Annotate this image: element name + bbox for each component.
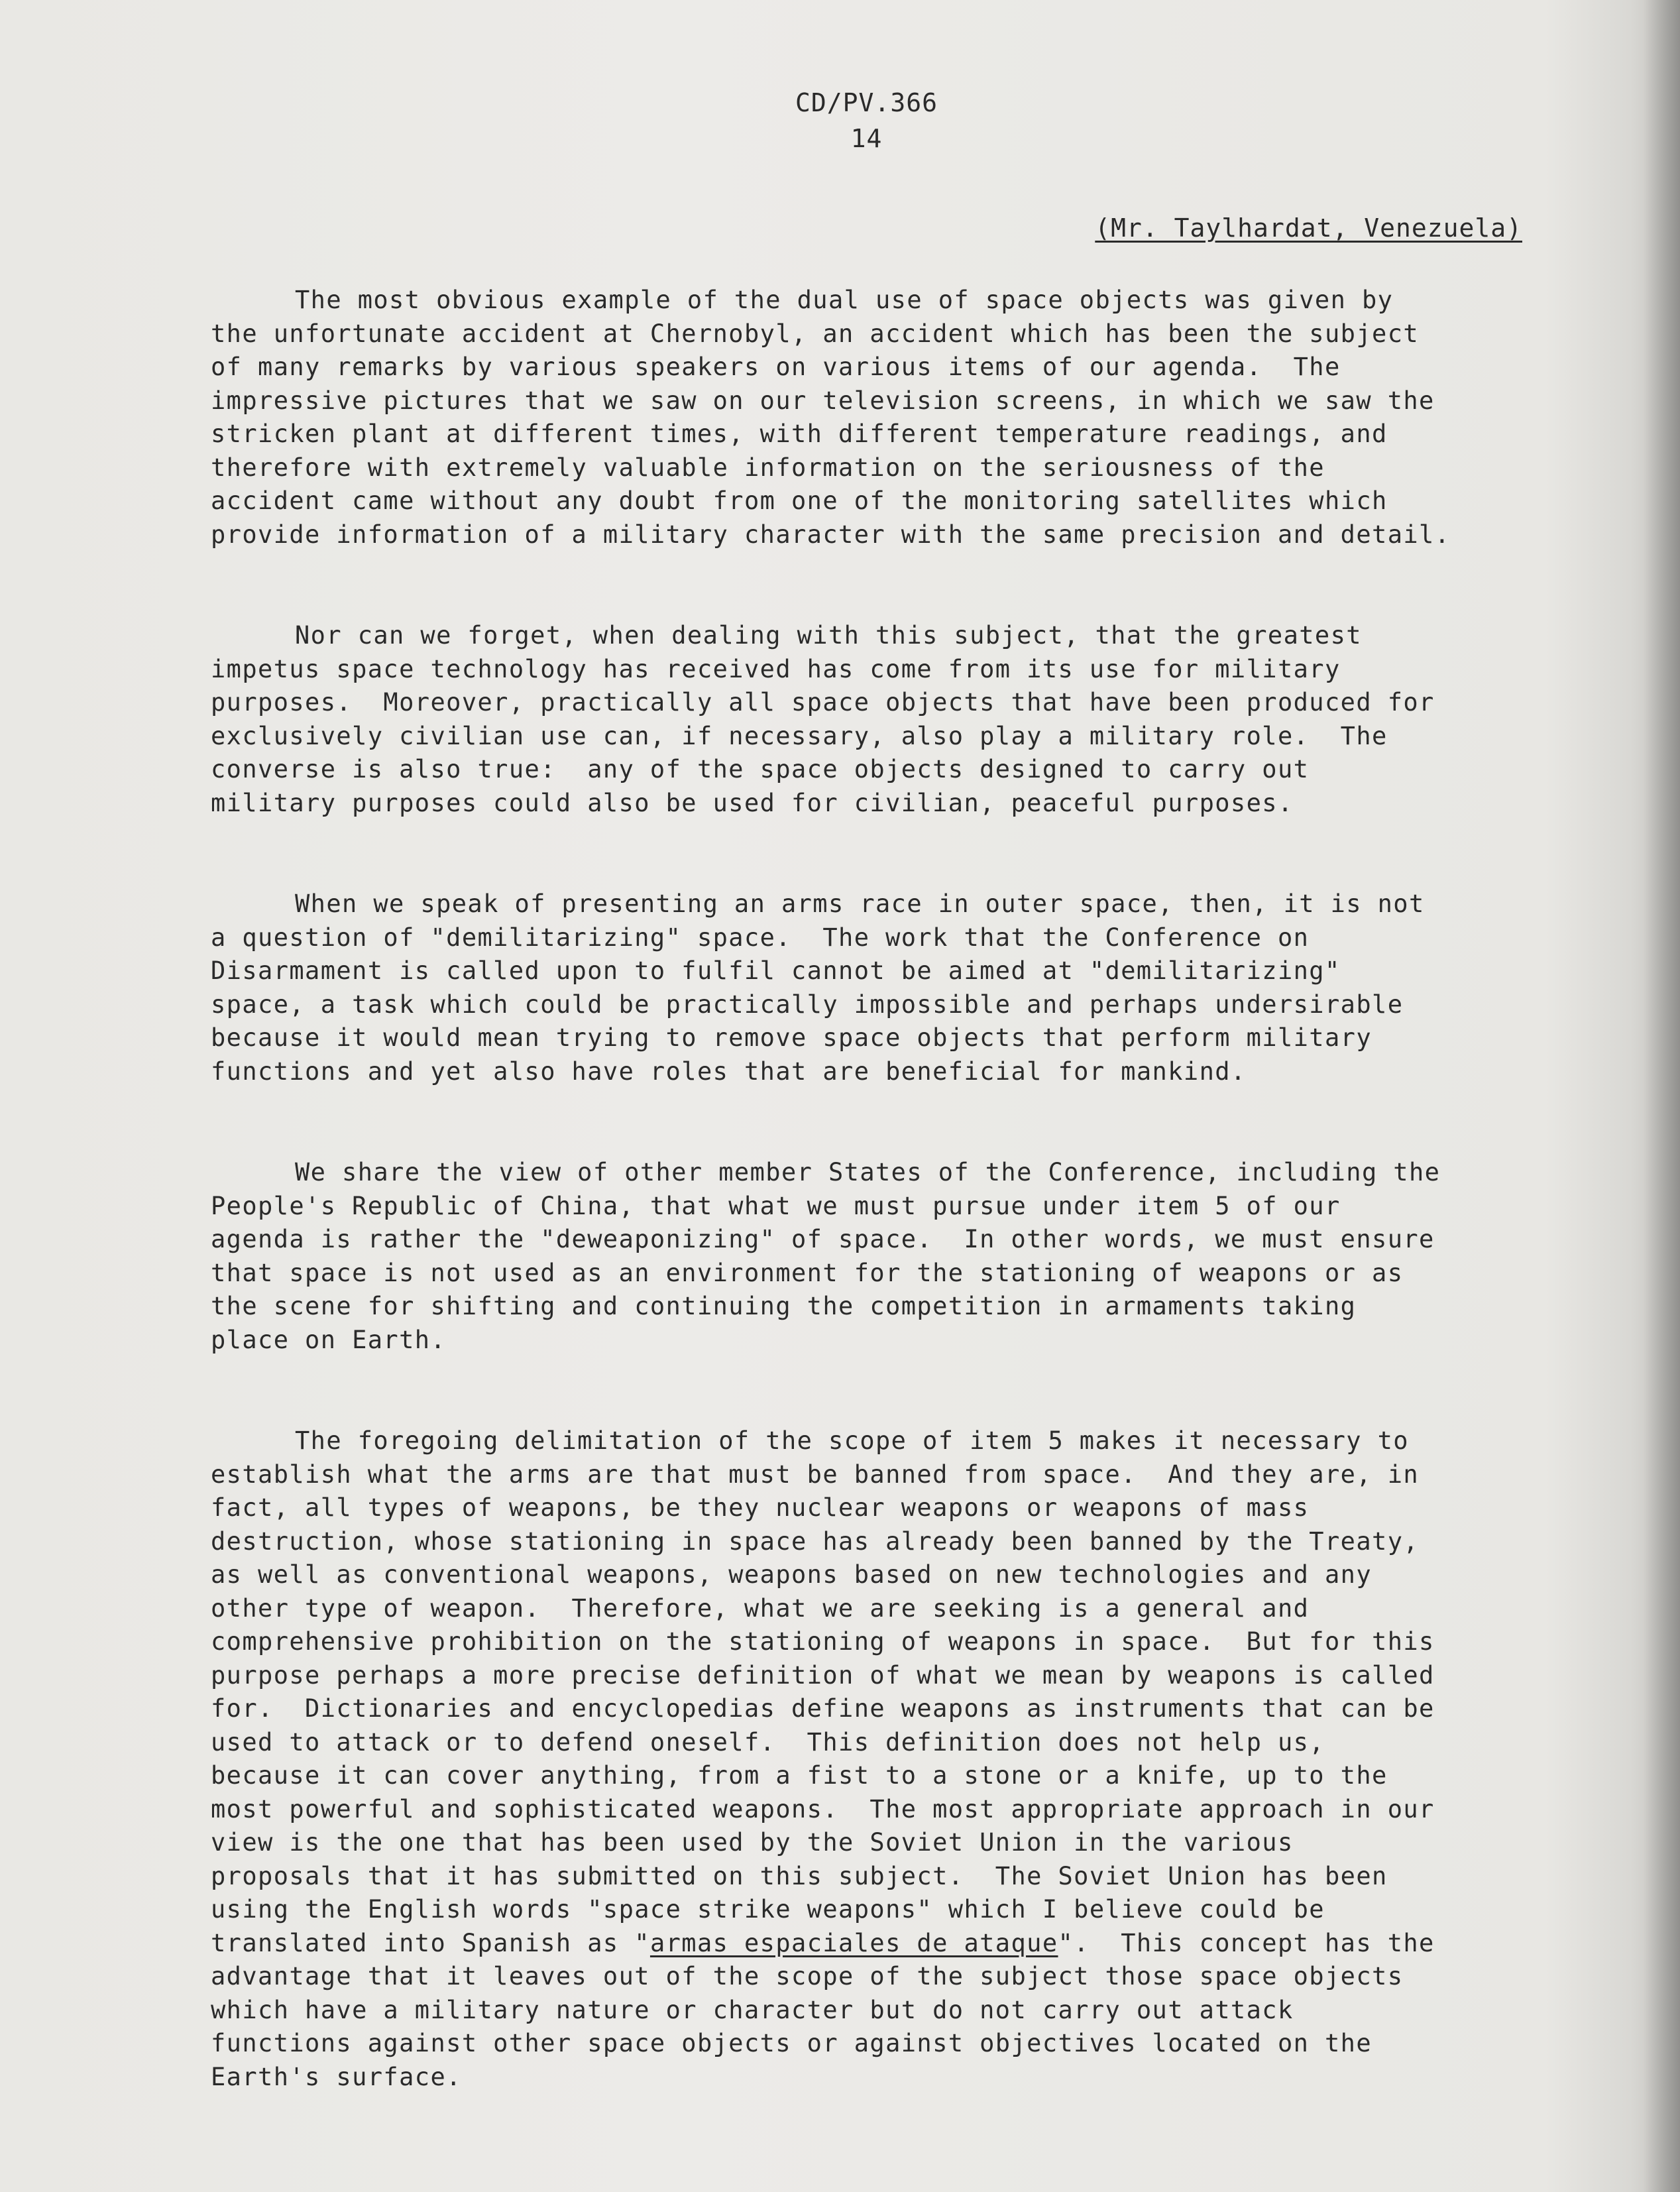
text-line: stricken plant at different times, with different temperature readings, and: [211, 420, 1388, 448]
text-line: exclusively civilian use can, if necessary, also play a military role. The: [211, 721, 1388, 750]
document-body: [211, 284, 1549, 2162]
speaker-attribution: (Mr. Taylhardat, Venezuela): [1095, 213, 1522, 243]
text-line: functions against other space objects or against objectives located on the: [211, 2029, 1372, 2057]
text-line: When we speak of presenting an arms race in outer space, then, it is not: [295, 890, 1425, 918]
text-line: place on Earth.: [211, 1325, 447, 1354]
text-line: Earth's surface.: [211, 2062, 462, 2091]
text-line: as well as conventional weapons, weapons based on new technologies and any: [211, 1560, 1372, 1589]
text-line: advantage that it leaves out of the scope of the subject those space objects: [211, 1962, 1404, 1990]
page-edge-shadow: [1644, 0, 1680, 2192]
text-line: purposes. Moreover, practically all space objects that have been produced for: [211, 688, 1435, 717]
text-line: used to attack or to defend oneself. This definition does not help us,: [211, 1727, 1325, 1757]
paragraph-chernobyl: [211, 284, 1549, 551]
text-line-with-spanish-term: [211, 1927, 1549, 1961]
text-line: converse is also true: any of the space objects designed to carry out: [211, 755, 1310, 783]
text-line: that space is not used as an environment for the stationing of weapons or as: [211, 1258, 1404, 1287]
text-line: impetus space technology has received has come from its use for military: [211, 654, 1341, 683]
paragraph-space-technology: [211, 619, 1549, 820]
text-fragment: ". This concept has the: [1058, 1928, 1435, 1957]
text-line: accident came without any doubt from one of the monitoring satellites which: [211, 487, 1388, 515]
text-line: provide information of a military character with the same precision and detail.: [211, 520, 1451, 549]
text-line: because it can cover anything, from a fist to a stone or a knife, up to the: [211, 1761, 1388, 1790]
document-header: [0, 85, 1680, 156]
text-line: proposals that it has submitted on this subject. The Soviet Union has been: [211, 1861, 1388, 1890]
text-line: for. Dictionaries and encyclopedias define weapons as instruments that can be: [211, 1694, 1435, 1723]
paragraph-weapons-definition: [211, 1424, 1549, 2094]
text-line: comprehensive prohibition on the stationing of weapons in space. But for this: [211, 1627, 1435, 1656]
text-line: of many remarks by various speakers on various items of our agenda. The: [211, 353, 1341, 381]
text-line: purpose perhaps a more precise definition of what we mean by weapons is called: [211, 1660, 1435, 1690]
text-line: impressive pictures that we saw on our television screens, in which we saw the: [211, 386, 1435, 415]
text-line: functions and yet also have roles that are beneficial for mankind.: [211, 1057, 1247, 1086]
spanish-term-underlined: armas espaciales de ataque: [649, 1928, 1058, 1957]
text-line: because it would mean trying to remove space objects that perform military: [211, 1023, 1372, 1052]
text-line: Disarmament is called upon to fulfil cannot be aimed at "demilitarizing": [211, 956, 1341, 985]
page-number: 14: [850, 124, 883, 153]
text-line: other type of weapon. Therefore, what we are seeking is a general and: [211, 1593, 1310, 1623]
text-line: destruction, whose stationing in space has already been banned by the Treaty,: [211, 1527, 1420, 1556]
text-line: establish what the arms are that must be banned from space. And they are, in: [211, 1460, 1420, 1489]
text-line: Nor can we forget, when dealing with this subject, that the greatest: [295, 621, 1362, 650]
text-line: fact, all types of weapons, be they nuclear weapons or weapons of mass: [211, 1493, 1310, 1522]
paragraph-deweaponizing: [211, 1156, 1549, 1357]
text-line: therefore with extremely valuable information on the seriousness of the: [211, 453, 1325, 482]
text-line: which have a military nature or character but do not carry out attack: [211, 1995, 1294, 2024]
text-line: agenda is rather the "deweaponizing" of space. In other words, we must ensure: [211, 1225, 1435, 1253]
text-fragment: translated into Spanish as ": [211, 1928, 650, 1957]
text-line: the scene for shifting and continuing the competition in armaments taking: [211, 1292, 1357, 1320]
paragraph-demilitarizing: [211, 888, 1549, 1088]
text-line: People's Republic of China, that what we must pursue under item 5 of our: [211, 1191, 1341, 1220]
text-line: most powerful and sophisticated weapons. The most appropriate approach in our: [211, 1794, 1435, 1823]
text-line: view is the one that has been used by the Soviet Union in the various: [211, 1828, 1294, 1857]
text-line: space, a task which could be practically impossible and perhaps undersirable: [211, 990, 1404, 1019]
text-line: using the English words "space strike weapons" which I believe could be: [211, 1895, 1325, 1924]
text-line: We share the view of other member States of the Conference, including the: [295, 1158, 1441, 1186]
document-symbol: CD/PV.366: [795, 88, 938, 117]
text-line: a question of "demilitarizing" space. The work that the Conference on: [211, 923, 1310, 952]
text-line: the unfortunate accident at Chernobyl, an accident which has been the subject: [211, 319, 1420, 348]
text-line: military purposes could also be used for civilian, peaceful purposes.: [211, 788, 1294, 817]
text-line: The most obvious example of the dual use of space objects was given by: [295, 286, 1394, 314]
text-line: The foregoing delimitation of the scope of item 5 makes it necessary to: [295, 1426, 1409, 1455]
